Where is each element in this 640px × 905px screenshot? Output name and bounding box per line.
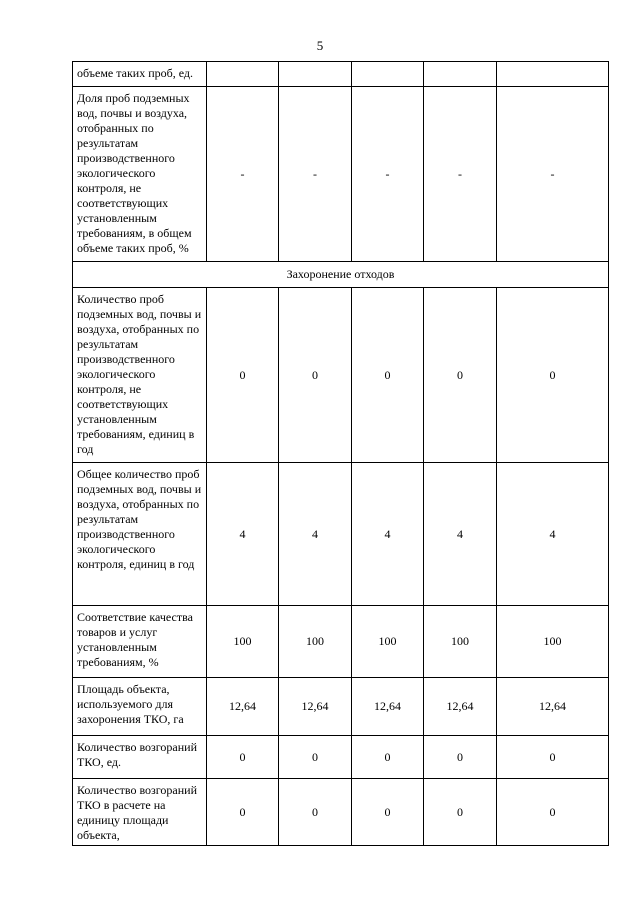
table-row bbox=[73, 463, 609, 606]
row-label: Площадь объекта, используемого для захоронения ТКО, га bbox=[73, 678, 207, 736]
value-cell: 0 bbox=[424, 288, 497, 463]
table-row bbox=[73, 87, 609, 262]
section-row bbox=[73, 262, 609, 288]
value-cell: 0 bbox=[279, 736, 352, 779]
row-label: Общее количество проб подземных вод, почвы и воздуха, отобранных по результатам производственного экологического контроля, единиц в год bbox=[73, 463, 207, 606]
value-cell: 4 bbox=[279, 463, 352, 606]
value-cell: - bbox=[352, 87, 424, 262]
row-label: Количество проб подземных вод, почвы и воздуха, отобранных по результатам производственного экологического контроля, не соответствующих установленным требованиям, единиц в год bbox=[73, 288, 207, 463]
value-cell: 0 bbox=[207, 779, 279, 846]
section-title: Захоронение отходов bbox=[73, 262, 609, 288]
value-cell bbox=[424, 62, 497, 87]
row-label: Соответствие качества товаров и услуг установленным требованиям, % bbox=[73, 606, 207, 678]
value-cell: 100 bbox=[279, 606, 352, 678]
value-cell: 0 bbox=[207, 736, 279, 779]
value-cell bbox=[497, 62, 609, 87]
value-cell: 12,64 bbox=[424, 678, 497, 736]
value-cell: 4 bbox=[207, 463, 279, 606]
value-cell: 0 bbox=[279, 288, 352, 463]
value-cell: 100 bbox=[207, 606, 279, 678]
value-cell: 100 bbox=[352, 606, 424, 678]
value-cell: 0 bbox=[424, 779, 497, 846]
value-cell: 0 bbox=[424, 736, 497, 779]
page-number: 5 bbox=[316, 38, 324, 53]
table-row bbox=[73, 678, 609, 736]
row-label: Количество возгораний ТКО, ед. bbox=[73, 736, 207, 779]
row-label: объеме таких проб, ед. bbox=[73, 62, 207, 87]
value-cell: 0 bbox=[497, 736, 609, 779]
value-cell: 4 bbox=[352, 463, 424, 606]
value-cell: - bbox=[497, 87, 609, 262]
value-cell: 0 bbox=[352, 779, 424, 846]
table-row bbox=[73, 62, 609, 87]
value-cell: 100 bbox=[424, 606, 497, 678]
value-cell: 12,64 bbox=[207, 678, 279, 736]
value-cell: 4 bbox=[424, 463, 497, 606]
value-cell bbox=[352, 62, 424, 87]
table-row bbox=[73, 779, 609, 846]
value-cell: 100 bbox=[497, 606, 609, 678]
table-row bbox=[73, 606, 609, 678]
value-cell: 0 bbox=[352, 288, 424, 463]
value-cell: - bbox=[424, 87, 497, 262]
value-cell: 0 bbox=[279, 779, 352, 846]
value-cell: 12,64 bbox=[352, 678, 424, 736]
value-cell: 12,64 bbox=[497, 678, 609, 736]
table-row bbox=[73, 288, 609, 463]
indicators-table bbox=[72, 61, 609, 846]
table-row bbox=[73, 736, 609, 779]
value-cell: 0 bbox=[207, 288, 279, 463]
value-cell: 12,64 bbox=[279, 678, 352, 736]
value-cell: 0 bbox=[497, 779, 609, 846]
row-label: Количество возгораний ТКО в расчете на единицу площади объекта, bbox=[73, 779, 207, 846]
row-label: Доля проб подземных вод, почвы и воздуха, отобранных по результатам производственного экологического контроля, не соответствующих установленным требованиям, в общем объеме таких проб, % bbox=[73, 87, 207, 262]
value-cell: 0 bbox=[497, 288, 609, 463]
value-cell: 4 bbox=[497, 463, 609, 606]
value-cell bbox=[207, 62, 279, 87]
value-cell: 0 bbox=[352, 736, 424, 779]
value-cell bbox=[279, 62, 352, 87]
value-cell: - bbox=[207, 87, 279, 262]
value-cell: - bbox=[279, 87, 352, 262]
